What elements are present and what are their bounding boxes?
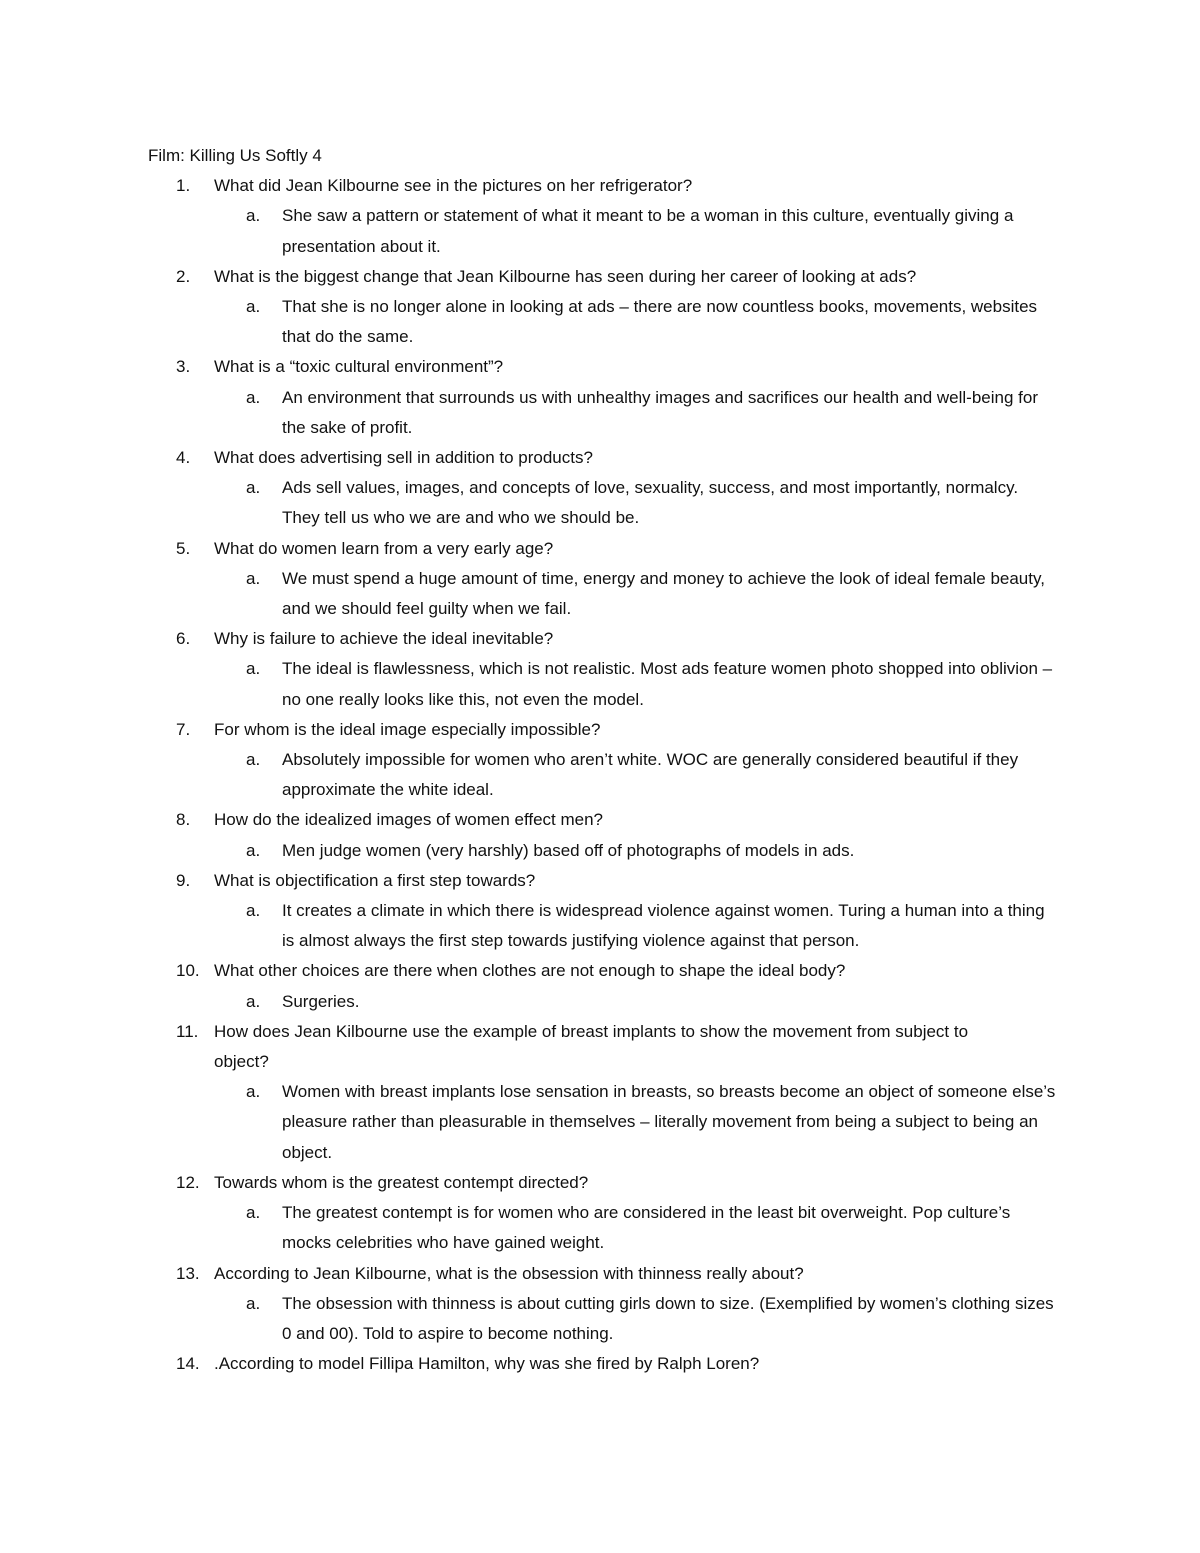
answer-row — [148, 564, 1068, 624]
question-item — [148, 534, 1068, 625]
answer-text: Women with breast implants lose sensation in breasts, so breasts become an object of someone else’s pleasure rather than pleasurable in themselves – literally movement from being a subject to being an object. — [282, 1082, 1056, 1162]
question-item — [148, 262, 1068, 353]
question-item — [148, 1017, 1068, 1168]
answer-letter: a. — [246, 750, 261, 770]
answer-text: Ads sell values, images, and concepts of love, sexuality, success, and most importantly, normalcy. They tell us who we are and who we should be. — [282, 478, 1019, 528]
question-text: How do the idealized images of women effect men? — [214, 810, 604, 830]
answer-text: That she is no longer alone in looking at ads – there are now countless books, movements, websites that do the same. — [282, 297, 1038, 347]
question-text: What is objectification a first step towards? — [214, 870, 536, 890]
question-number: 5. — [176, 538, 191, 558]
question-text: What does advertising sell in addition to products? — [214, 448, 593, 468]
answer-text: The ideal is flawlessness, which is not realistic. Most ads feature women photo shopped into oblivion – no one really looks like this, not even the model. — [282, 659, 1053, 709]
question-text: What is the biggest change that Jean Kilbourne has seen during her career of looking at ads? — [214, 266, 917, 286]
question-number: 9. — [176, 870, 191, 890]
question-number: 2. — [176, 266, 191, 286]
question-row — [148, 262, 1068, 292]
question-text: How does Jean Kilbourne use the example of breast implants to show the movement from subject to object? — [214, 1021, 969, 1072]
question-item — [148, 352, 1068, 443]
question-text: What did Jean Kilbourne see in the pictures on her refrigerator? — [214, 176, 693, 196]
question-text: What other choices are there when clothes are not enough to shape the ideal body? — [214, 961, 846, 981]
question-row — [148, 443, 1068, 473]
answer-letter: a. — [246, 206, 261, 226]
answer-text: Men judge women (very harshly) based off of photographs of models in ads. — [282, 840, 855, 860]
answer-row — [148, 1289, 1068, 1349]
question-row — [148, 1349, 1068, 1379]
question-row — [148, 715, 1068, 745]
question-number: 3. — [176, 357, 191, 377]
question-row — [148, 352, 1068, 382]
question-row — [148, 866, 1068, 896]
answer-text: An environment that surrounds us with unhealthy images and sacrifices our health and well-being for the sake of profit. — [282, 387, 1038, 437]
answer-row — [148, 745, 1068, 805]
answer-letter: a. — [246, 901, 261, 921]
question-number: 14. — [176, 1354, 200, 1374]
question-row — [148, 956, 1068, 986]
question-number: 12. — [176, 1172, 200, 1192]
question-item — [148, 715, 1068, 806]
answer-letter: a. — [246, 568, 261, 588]
answer-text: She saw a pattern or statement of what it meant to be a woman in this culture, eventually giving a presentation about it. — [282, 206, 1014, 256]
question-item — [148, 171, 1068, 262]
answer-row — [148, 896, 1068, 956]
answer-letter: a. — [246, 840, 261, 860]
question-number: 1. — [176, 176, 191, 196]
question-row — [148, 624, 1068, 654]
question-item — [148, 1259, 1068, 1350]
answer-row — [148, 201, 1068, 261]
question-row — [148, 1168, 1068, 1198]
document-body — [148, 141, 1068, 1379]
question-row — [148, 171, 1068, 201]
question-item — [148, 624, 1068, 715]
answer-row — [148, 987, 1068, 1017]
document-title: Film: Killing Us Softly 4 — [148, 146, 322, 165]
question-item — [148, 805, 1068, 865]
question-row — [148, 805, 1068, 835]
answer-row — [148, 1077, 1068, 1168]
answer-text: Surgeries. — [282, 991, 360, 1011]
answer-text: The greatest contempt is for women who are considered in the least bit overweight. Pop culture’s mocks celebrities who have gained weight. — [282, 1203, 1011, 1253]
question-number: 8. — [176, 810, 191, 830]
question-number: 13. — [176, 1263, 200, 1283]
question-number: 10. — [176, 961, 200, 981]
question-row — [148, 1017, 1068, 1077]
answer-letter: a. — [246, 297, 261, 316]
question-number: 6. — [176, 629, 191, 649]
answer-row — [148, 383, 1068, 443]
answer-letter: a. — [246, 478, 261, 498]
answer-letter: a. — [246, 659, 261, 679]
question-number: 4. — [176, 448, 191, 468]
answer-text: It creates a climate in which there is widespread violence against women. Turing a human into a thing is almost always the first step towards justifying violence against that person. — [282, 901, 1045, 951]
question-item — [148, 1349, 1068, 1379]
question-number: 11. — [176, 1021, 199, 1041]
question-text: Why is failure to achieve the ideal inevitable? — [214, 629, 554, 649]
question-item — [148, 1168, 1068, 1259]
answer-row — [148, 836, 1068, 866]
question-text: .According to model Fillipa Hamilton, why was she fired by Ralph Loren? — [214, 1354, 760, 1374]
question-text: For whom is the ideal image especially impossible? — [214, 719, 601, 739]
question-item — [148, 866, 1068, 957]
answer-row — [148, 654, 1068, 714]
question-text: Towards whom is the greatest contempt directed? — [214, 1172, 589, 1192]
question-item — [148, 956, 1068, 1016]
question-row — [148, 1259, 1068, 1289]
answer-text: Absolutely impossible for women who aren’t white. WOC are generally considered beautiful if they approximate the white ideal. — [282, 750, 1019, 800]
question-text: What is a “toxic cultural environment”? — [214, 357, 504, 377]
question-text: According to Jean Kilbourne, what is the obsession with thinness really about? — [214, 1263, 804, 1283]
answer-letter: a. — [246, 1082, 261, 1102]
question-number: 7. — [176, 719, 191, 739]
answer-row — [148, 1198, 1068, 1258]
answer-letter: a. — [246, 1293, 261, 1313]
question-text: What do women learn from a very early age? — [214, 538, 554, 558]
answer-text: The obsession with thinness is about cutting girls down to size. (Exemplified by women’s clothing sizes 0 and 00). Told to aspire to become nothing. — [282, 1293, 1054, 1343]
answer-text: We must spend a huge amount of time, energy and money to achieve the look of ideal female beauty, and we should feel guilty when we fail. — [282, 568, 1045, 619]
answer-row — [148, 473, 1068, 533]
answer-letter: a. — [246, 1203, 261, 1223]
answer-letter: a. — [246, 991, 261, 1011]
answer-row — [148, 292, 1068, 352]
question-list — [148, 171, 1068, 1379]
answer-letter: a. — [246, 387, 261, 407]
question-row — [148, 534, 1068, 564]
question-item — [148, 443, 1068, 534]
